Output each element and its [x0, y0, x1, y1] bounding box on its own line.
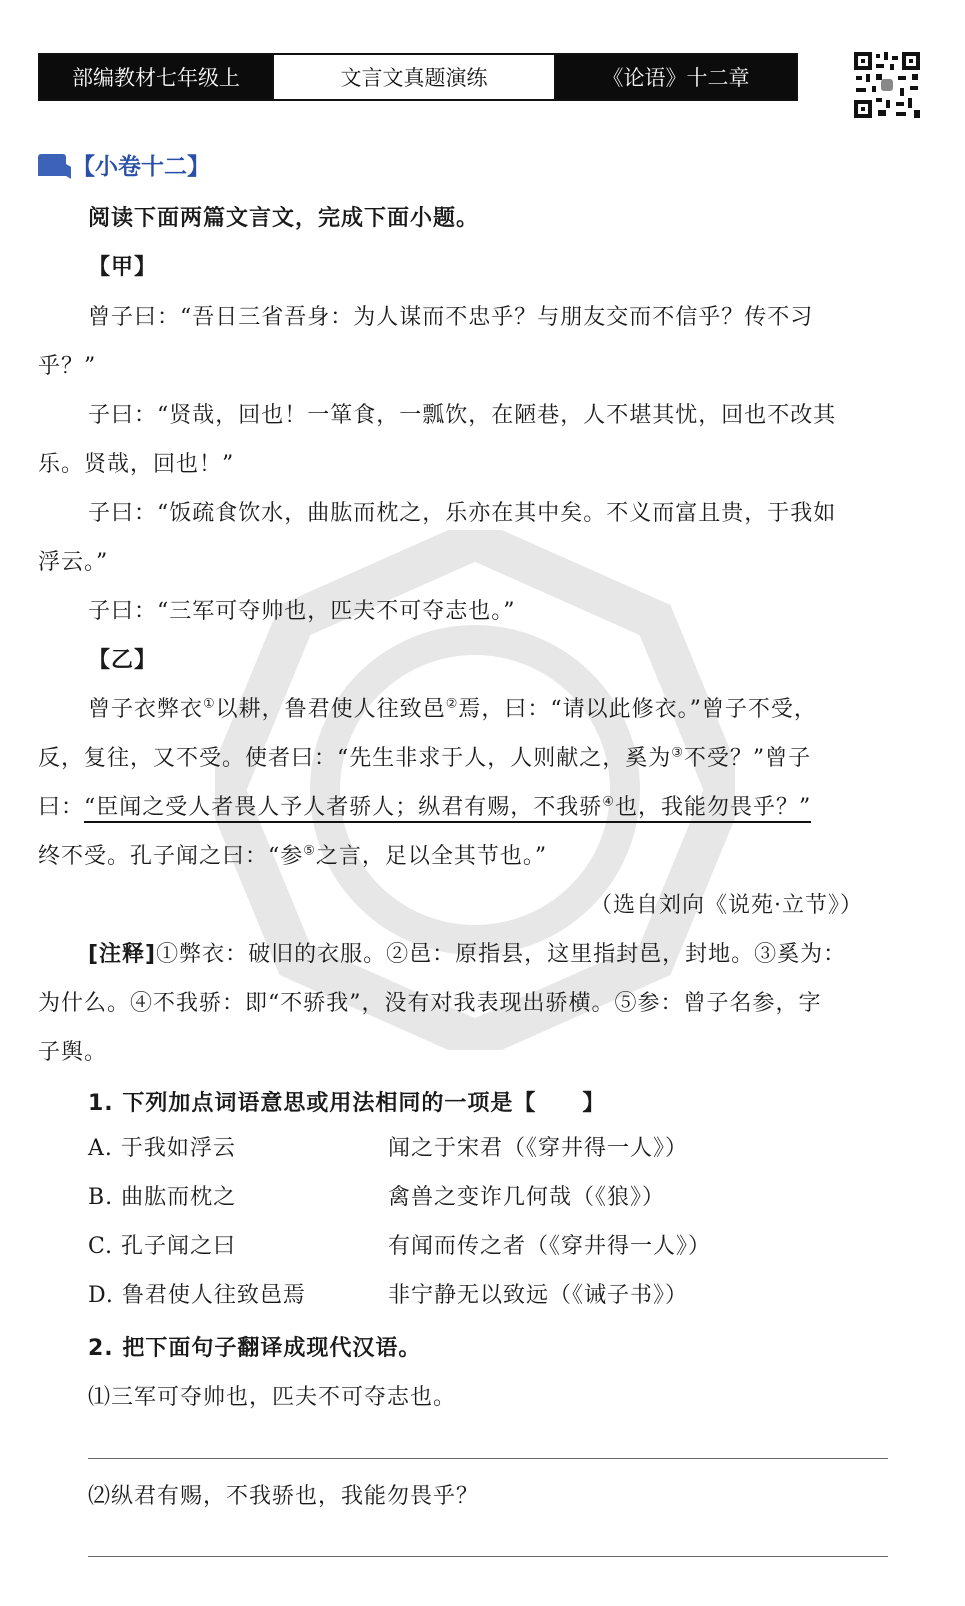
passage-yi-label: 【乙】	[88, 648, 158, 673]
notes-label: [注释]	[88, 942, 157, 967]
passage-yi-line: 反，复往，又不受。使者曰：“先生非求于人，人则献之，奚为③不受？”曾子	[38, 745, 812, 771]
underlined-sentence-2: 纵君有赐，不我骄④也，我能勿畏乎？”	[418, 795, 811, 823]
answer-line-1[interactable]	[88, 1458, 888, 1459]
passage-source: （选自刘向《说苑·立节》）	[590, 893, 863, 918]
answer-line-2[interactable]	[88, 1556, 888, 1557]
option-a-right: 闻之于宋君（《穿井得一人》）	[388, 1136, 689, 1161]
translation-sentence-1: ⑴三军可夺帅也，匹夫不可夺志也。	[88, 1385, 457, 1410]
notes-line: 子舆。	[38, 1040, 108, 1065]
qr-code-icon[interactable]	[852, 50, 922, 120]
header-bar	[38, 53, 798, 101]
passage-jia-line: 乎？”	[38, 354, 97, 379]
underlined-sentence-1: “臣闻之受人者畏人予人者骄人；	[84, 795, 418, 823]
passage-jia-line: 乐。贤哉，回也！”	[38, 452, 235, 477]
section-title	[38, 148, 210, 181]
instruction: 阅读下面两篇文言文，完成下面小题。	[88, 206, 480, 231]
notes-line: 为什么。④不我骄：即“不骄我”，没有对我表现出骄横。⑤参：曾子名参，字	[38, 991, 822, 1016]
option-c-right: 有闻而传之者（《穿井得一人》）	[388, 1234, 712, 1259]
section-title-text: 【小卷十二】	[72, 154, 210, 180]
header-grade: 部编教材七年级上	[40, 55, 272, 99]
passage-yi-line: 终不受。孔子闻之曰：“参⑤之言，足以全其节也。”	[38, 843, 548, 869]
passage-jia-line: 子曰：“饭疏食饮水，曲肱而枕之，乐亦在其中矣。不义而富且贵，于我如	[88, 501, 837, 526]
passage-jia-line: 子曰：“贤哉，回也！一箪食，一瓢饮，在陋巷，人不堪其忧，回也不改其	[88, 403, 837, 428]
header-chapter: 《论语》十二章	[556, 55, 796, 99]
passage-jia-line: 子曰：“三军可夺帅也，匹夫不可夺志也。”	[88, 599, 516, 624]
translation-sentence-2: ⑵纵君有赐，不我骄也，我能勿畏乎？	[88, 1484, 480, 1509]
passage-jia-line: 曾子曰：“吾日三省吾身：为人谋而不忠乎？与朋友交而不信乎？传不习	[88, 305, 814, 330]
option-b-right: 禽兽之变诈几何哉（《狼》）	[388, 1185, 666, 1210]
option-a-left[interactable]: A. 于我如浮云	[88, 1136, 236, 1161]
passage-jia-label: 【甲】	[88, 255, 158, 280]
notes-line: [注释]①弊衣：破旧的衣服。②邑：原指县，这里指封邑，封地。③奚为：	[88, 942, 847, 967]
option-b-left[interactable]: B. 曲肱而枕之	[88, 1185, 237, 1210]
bookmark-icon	[38, 154, 66, 176]
option-d-left[interactable]: D. 鲁君使人往致邑焉	[88, 1283, 306, 1308]
option-d-right: 非宁静无以致远（《诫子书》）	[388, 1283, 689, 1308]
passage-yi-line: 曰：“臣闻之受人者畏人予人者骄人；纵君有赐，不我骄④也，我能勿畏乎？”	[38, 795, 811, 821]
question-1-stem: 1. 下列加点词语意思或用法相同的一项是【 】	[88, 1091, 606, 1116]
question-2-stem: 2. 把下面句子翻译成现代汉语。	[88, 1336, 422, 1361]
option-c-left[interactable]: C. 孔子闻之曰	[88, 1234, 237, 1259]
passage-jia-line: 浮云。”	[38, 550, 109, 575]
header-topic: 文言文真题演练	[272, 55, 556, 99]
passage-yi-line: 曾子衣弊衣①以耕，鲁君使人往致邑②焉，曰：“请以此修衣。”曾子不受，	[88, 696, 817, 722]
